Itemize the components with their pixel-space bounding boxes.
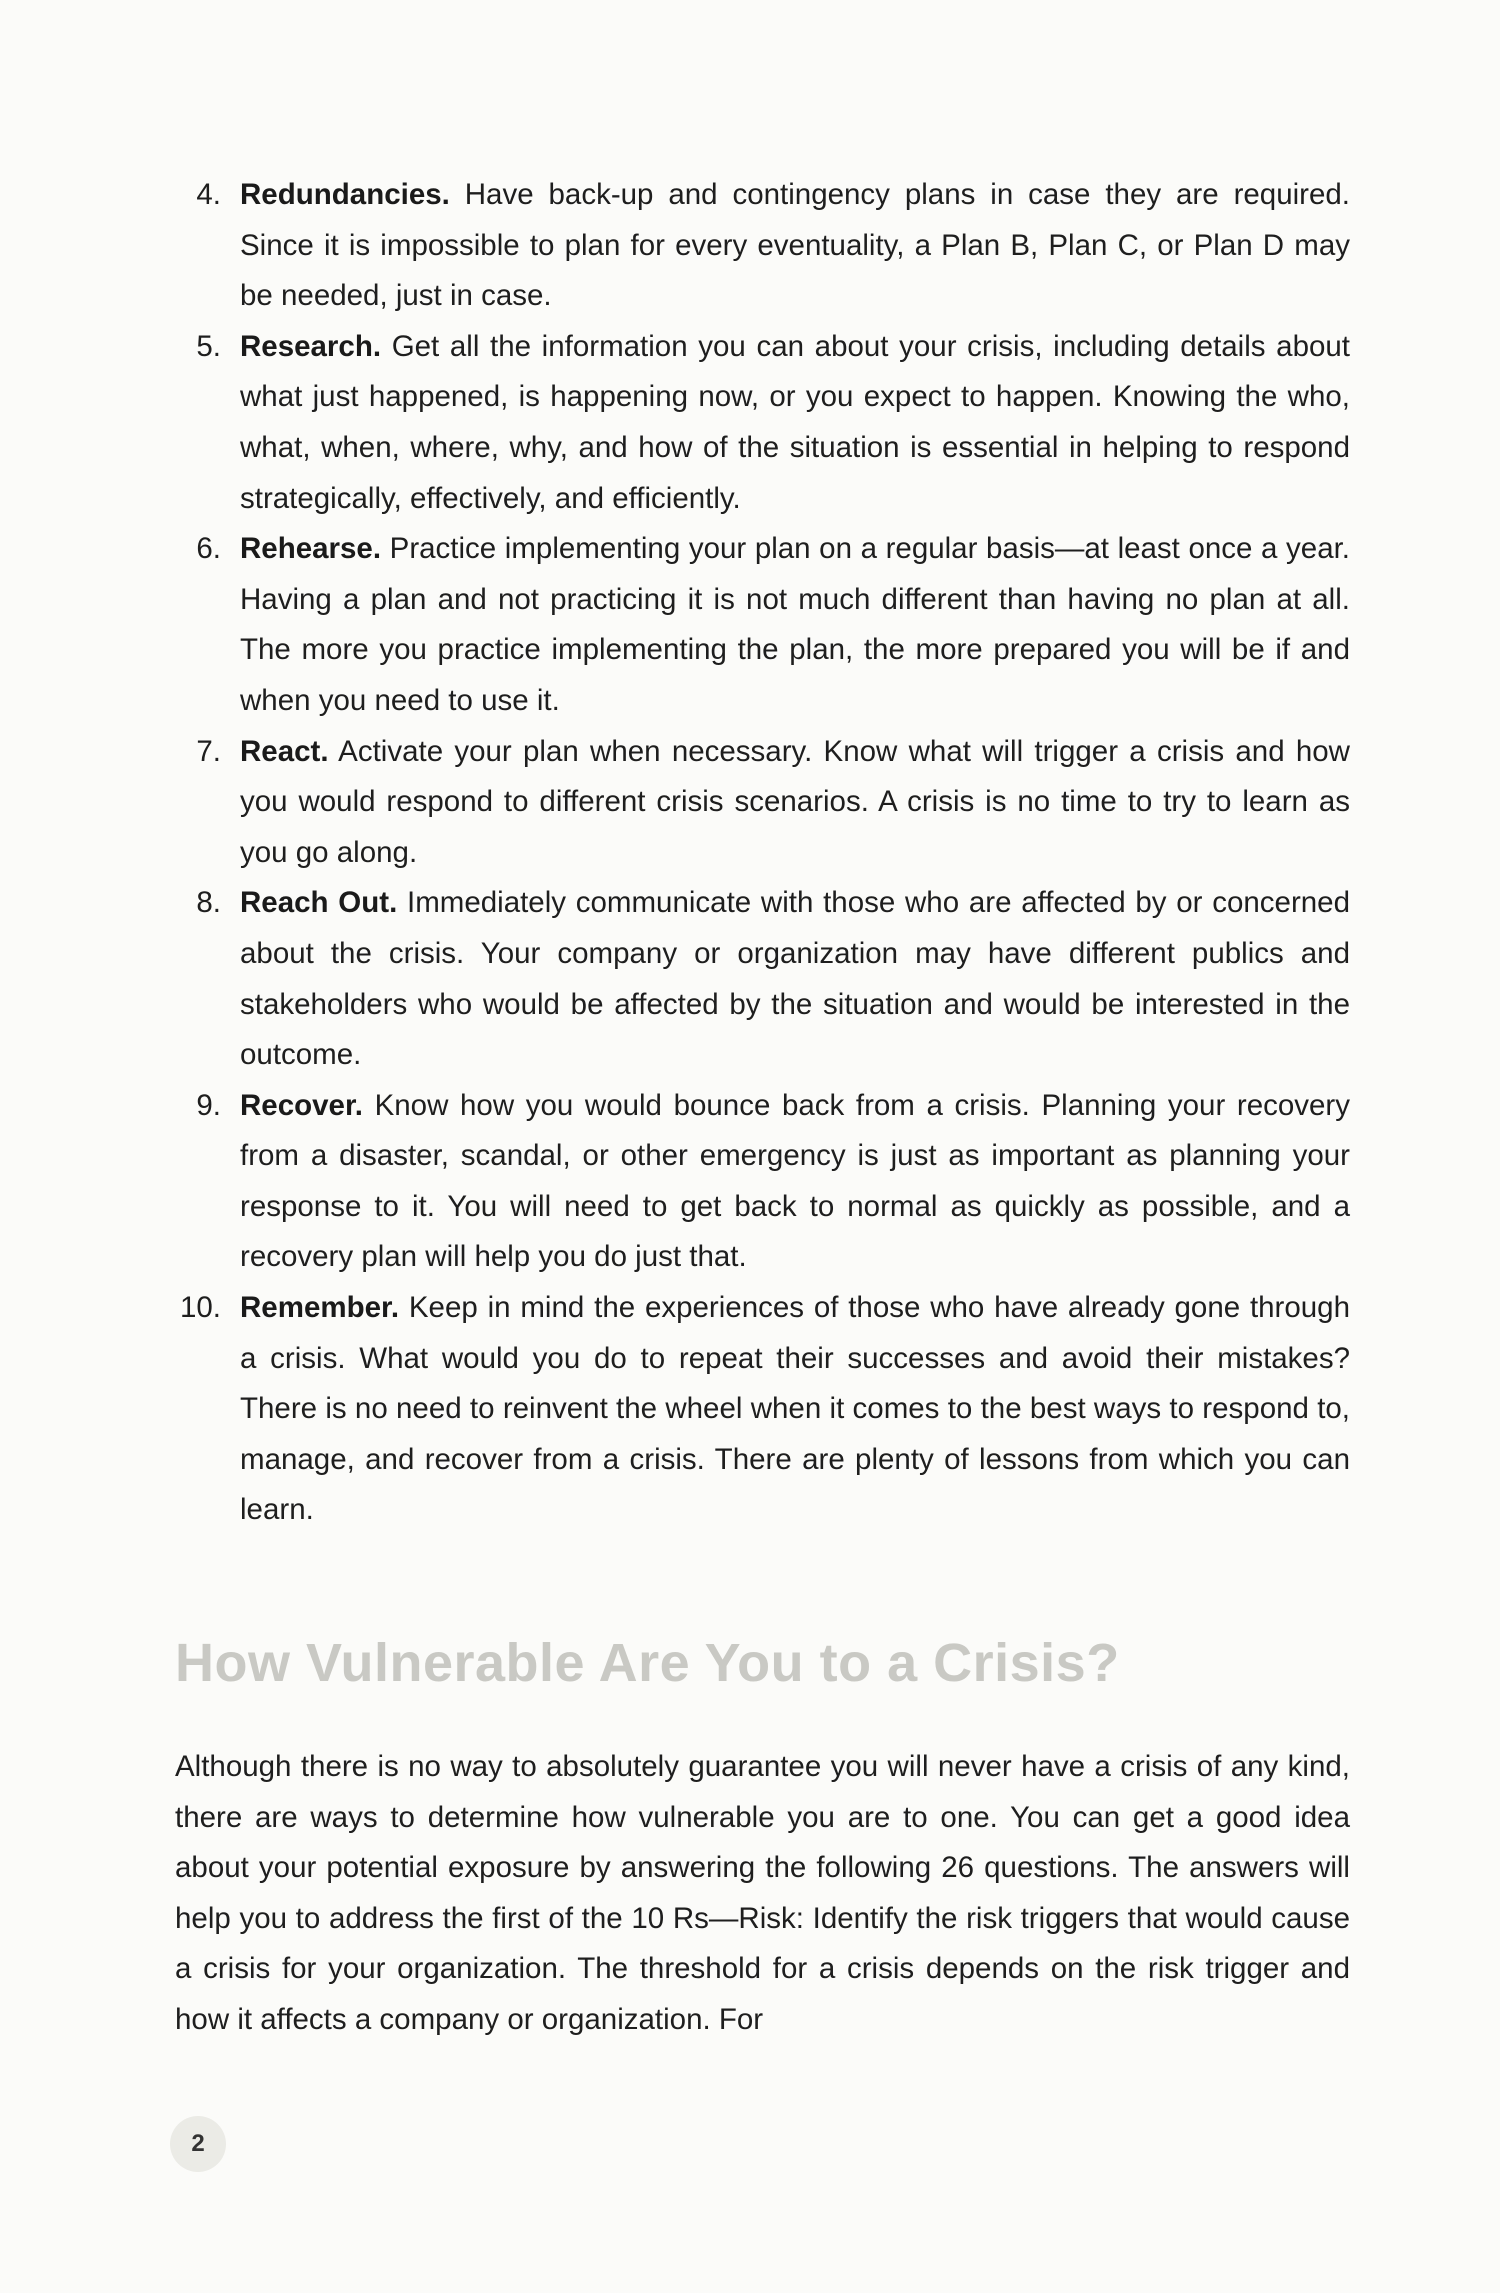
list-term: React. — [240, 734, 329, 768]
list-text: Practice implementing your plan on a regular basis—at least once a year. Having a plan and not practicing it is not much different than having no plan at all. The more you practice implementing the plan, the more prepared you will be if and when you need to use it. — [240, 532, 1350, 717]
list-item-recover — [175, 1081, 1350, 1283]
section-heading: How Vulnerable Are You to a Crisis? — [175, 1633, 1120, 1693]
list-term: Research. — [240, 329, 382, 363]
list-text: Immediately communicate with those who are affected by or concerned about the crisis. Your company or organization may have different publics and stakeholders who would be affected by the situation and would be interested in the outcome. — [240, 886, 1350, 1072]
list-number: 6. — [196, 532, 221, 566]
list-term: Remember. — [240, 1291, 400, 1325]
list-item-research — [175, 322, 1350, 524]
list-number: 8. — [196, 886, 221, 920]
page-number: 2 — [170, 2116, 226, 2172]
list-item-reach-out — [175, 878, 1350, 1080]
list-number: 9. — [196, 1088, 221, 1122]
list-number: 10. — [179, 1291, 221, 1325]
list-text: Get all the information you can about your crisis, including details about what just happened, is happening now, or you expect to happen. Knowing the who, what, when, where, why, and how of the situation is essential in helping to respond strategically, effectively, and efficiently. — [240, 329, 1350, 515]
body-paragraph: Although there is no way to absolutely guarantee you will never have a crisis of any kind, there are ways to determine how vulnerable you are to one. You can get a good idea about your potential exposure by answering the following 26 questions. The answers will help you to address the first of the 10 Rs—Risk: Identify the risk triggers that would cause a crisis for your organization. The threshold for a crisis depends on the risk trigger and how it affects a company or organization. For — [175, 1750, 1350, 2036]
list-text: Keep in mind the experiences of those who have already gone through a crisis. What would you do to repeat their successes and avoid their mistakes? There is no need to reinvent the wheel when it comes to the best ways to respond to, manage, and recover from a crisis. There are plenty of lessons from which you can learn. — [240, 1291, 1350, 1527]
list-text: Have back-up and contingency plans in case they are required. Since it is impossible to plan for every eventuality, a Plan B, Plan C, or Plan D may be needed, just in case. — [240, 178, 1350, 313]
list-text: Activate your plan when necessary. Know what will trigger a crisis and how you would respond to different crisis scenarios. A crisis is no time to try to learn as you go along. — [240, 734, 1350, 869]
list-item-remember — [175, 1283, 1350, 1536]
list-term: Recover. — [240, 1088, 363, 1122]
list-text: Know how you would bounce back from a crisis. Planning your recovery from a disaster, scandal, or other emergency is just as important as planning your response to it. You will need to get back to normal as quickly as possible, and a recovery plan will help you do just that. — [240, 1088, 1350, 1274]
ten-rs-list — [175, 170, 1350, 1536]
list-number: 7. — [196, 734, 221, 768]
list-number: 4. — [196, 178, 221, 211]
list-term: Rehearse. — [240, 532, 382, 566]
list-item-rehearse — [175, 524, 1350, 726]
list-item-redundancies — [175, 170, 1350, 322]
list-item-react — [175, 727, 1350, 879]
list-term: Redundancies. — [240, 178, 450, 211]
list-term: Reach Out. — [240, 886, 398, 920]
list-number: 5. — [196, 329, 221, 363]
